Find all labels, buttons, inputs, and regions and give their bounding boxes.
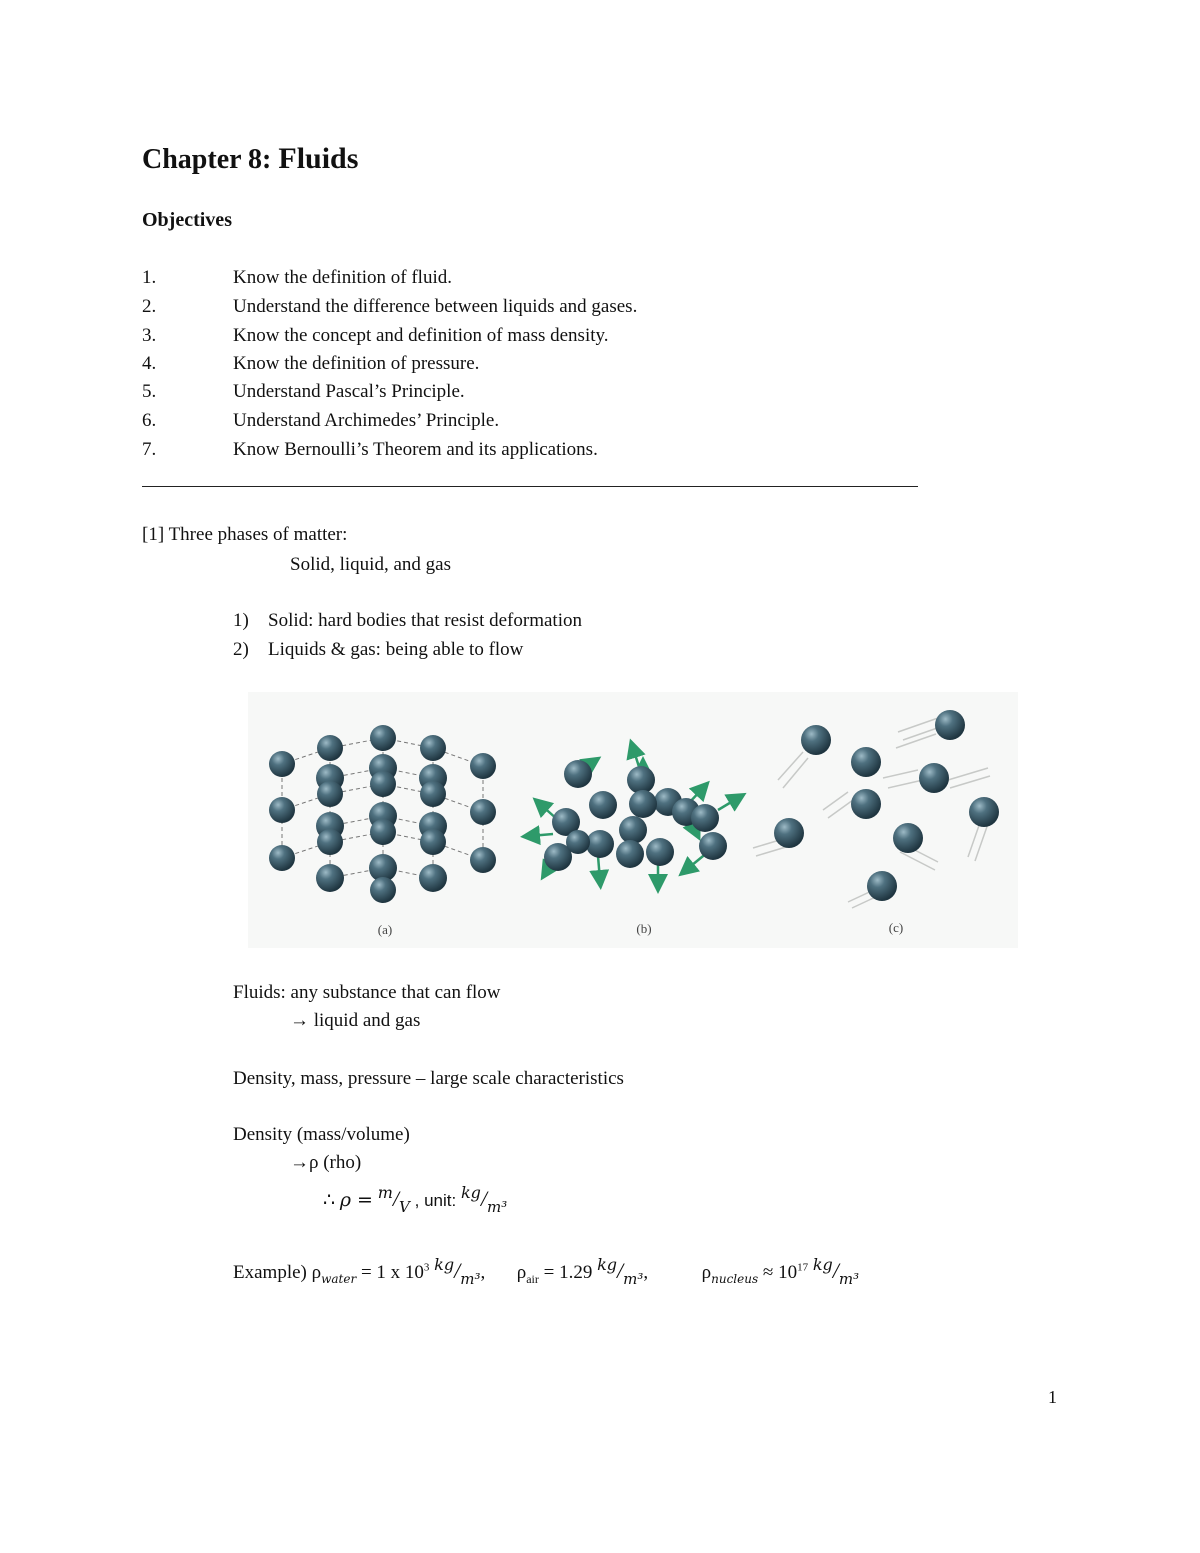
fluids-arrow-line: → liquid and gas: [290, 1010, 421, 1031]
water-density: $\rho_{water} = 1$ x $10^3$ $^{kg}/_{m^3}$,: [311, 1255, 486, 1288]
mass-symbol: m: [377, 1183, 393, 1202]
mass-over-volume: $^m/_V$: [377, 1183, 410, 1216]
chapter-label: Chapter 8:: [142, 144, 272, 175]
objective-number: 6.: [142, 410, 157, 431]
example-label: Example): [233, 1262, 307, 1283]
page-number: 1: [1048, 1387, 1057, 1407]
density-heading: Density (mass/volume): [233, 1124, 410, 1145]
objective-number: 4.: [142, 353, 157, 374]
nucleus-subscript: nucleus: [711, 1271, 759, 1286]
objective-text: Know the definition of fluid.: [233, 267, 452, 288]
states-of-matter-figure: [248, 692, 1018, 948]
nucleus-density: $\rho_{nucleus} \approx 10^{17}$ $^{kg}/_{m^3}$: [701, 1255, 860, 1288]
section-divider: [142, 486, 918, 487]
section-title: Three phases of matter:: [168, 524, 348, 545]
water-subscript: water: [321, 1271, 357, 1286]
unit-m3: m³: [460, 1270, 481, 1288]
objective-text: Know the definition of pressure.: [233, 353, 480, 374]
caption-b: (b): [636, 921, 652, 936]
nucleus-exponent: 17: [797, 1261, 809, 1274]
unit-kg: kg: [812, 1255, 833, 1274]
air-value: = 1.29: [543, 1262, 593, 1283]
list-text: Solid: hard bodies that resist deformation: [268, 610, 582, 631]
objective-text: Understand Archimedes’ Principle.: [233, 410, 500, 431]
rho-symbol-line: →ρ (rho): [290, 1152, 362, 1173]
rho-symbol: ρ: [516, 1262, 527, 1283]
water-exponent: 3: [423, 1261, 430, 1274]
list-text: Liquids & gas: being able to flow: [268, 639, 524, 660]
objective-text: Know Bernoulli’s Theorem and its applications.: [233, 439, 598, 460]
list-number: 1): [233, 610, 249, 631]
air-density: $\rho_{air} = 1.29$ $^{kg}/_{m^3}$,: [516, 1255, 649, 1288]
therefore-symbol: ∴: [323, 1190, 336, 1211]
caption-a: (a): [377, 922, 393, 937]
caption-c: (c): [888, 920, 904, 935]
example-line: [233, 1255, 860, 1288]
unit-m3: m³: [838, 1270, 860, 1288]
density-formula: [323, 1183, 508, 1216]
separator: ,: [643, 1262, 649, 1283]
unit-label: , unit:: [414, 1191, 457, 1210]
rho-symbol: ρ: [311, 1262, 322, 1283]
unit-kg: kg: [597, 1255, 618, 1274]
section-marker: [1]: [142, 524, 165, 545]
separator: ,: [480, 1262, 486, 1283]
water-value: = 1 x 10: [360, 1262, 424, 1283]
phases-line: Solid, liquid, and gas: [290, 554, 451, 575]
section-heading: [142, 524, 347, 546]
list-number: 2): [233, 639, 249, 660]
page-title: [142, 142, 358, 176]
volume-symbol: V: [399, 1198, 410, 1216]
objective-text: Understand Pascal’s Principle.: [233, 381, 465, 402]
fluids-definition: Fluids: any substance that can flow: [233, 982, 501, 1003]
unit-m3: m³: [623, 1270, 644, 1288]
unit-kg: kg: [434, 1255, 455, 1274]
air-subscript: air: [526, 1271, 539, 1286]
objectives-heading: Objectives: [142, 209, 232, 231]
density-unit: $^{kg}/_{m^3}$: [460, 1183, 508, 1216]
objective-text: Know the concept and definition of mass density.: [233, 325, 609, 346]
objective-number: 7.: [142, 439, 157, 460]
objective-number: 3.: [142, 325, 157, 346]
rho-equals: ρ =: [339, 1189, 373, 1211]
objective-number: 1.: [142, 267, 157, 288]
unit-m3: m³: [487, 1198, 508, 1216]
characteristics-line: Density, mass, pressure – large scale characteristics: [233, 1068, 624, 1089]
nucleus-value: ≈ 10: [762, 1262, 798, 1283]
rho-symbol: ρ: [701, 1262, 712, 1283]
objective-text: Understand the difference between liquids and gases.: [233, 296, 638, 317]
objective-number: 2.: [142, 296, 157, 317]
chapter-name: Fluids: [278, 142, 359, 175]
unit-kg: kg: [460, 1183, 481, 1202]
objective-number: 5.: [142, 381, 157, 402]
